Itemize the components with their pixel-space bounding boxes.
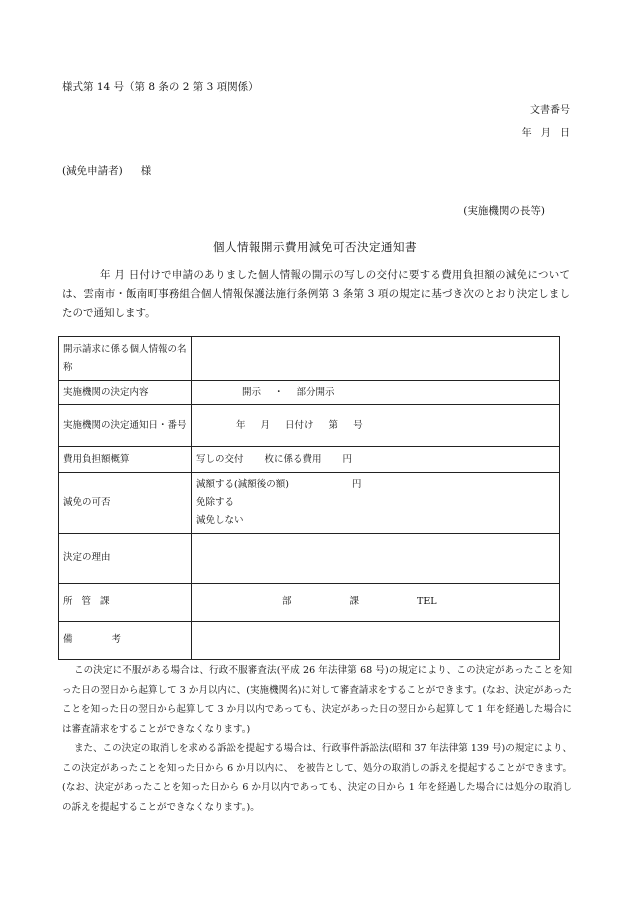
row-value-decision: 開示 ・ 部分開示 xyxy=(192,381,560,405)
intro-paragraph xyxy=(62,266,570,323)
row-label-decision: 実施機関の決定内容 xyxy=(59,381,192,405)
intro-text: 年 月 日付けで申請のありました個人情報の開示の写しの交付に要する費用負担額の減免については、雲南市・飯南町事務組合個人情報保護法施行条例第 3 条第 3 項の規定に基づき次のとおり決定しましたので通知します。 xyxy=(62,269,570,319)
table-row xyxy=(59,583,560,621)
note-lawsuit: また、この決定の取消しを求める訴訟を提起する場合は、行政事件訴訟法(昭和 37 年法律第 139 号)の規定により、この決定があったことを知った日から 6 か月以内に、 を被告として、処分の取消しの訴えを提起することができます。(なお、決定があったことを知った日から 6 か月以内であっても、決定の日から 1 年を経過した場合には処分の取消しの訴えを提起することができなくなります。)。 xyxy=(62,743,572,813)
note-review: この決定に不服がある場合は、行政不服審査法(平成 26 年法律第 68 号)の規定により、この決定があったことを知った日の翌日から起算して 3 か月以内に、(実施機関名)に対して審査請求をすることができます。(なお、決定があったことを知った日の翌日から起算して 3 か月以内であっても、決定があった日の翌日から起算して 1 年を経過した場合には審査請求をすることができなくなります。) xyxy=(62,665,572,735)
issue-date: 年 月 日 xyxy=(521,128,570,139)
row-value-notice-date: 年 月 日付け 第 号 xyxy=(192,405,560,447)
table-row xyxy=(59,473,560,533)
option-none: 減免しない xyxy=(196,514,244,526)
row-value-remarks xyxy=(192,621,560,659)
table-row xyxy=(59,533,560,583)
row-value-cost: 写しの交付 枚に係る費用 円 xyxy=(192,447,560,473)
table-row xyxy=(59,405,560,447)
option-exempt: 免除する xyxy=(196,496,235,508)
addressee-honorific: 様 xyxy=(140,165,152,177)
row-label-department: 所 管 課 xyxy=(59,583,192,621)
row-label-reason: 決定の理由 xyxy=(59,533,192,583)
option-reduce: 減額する(減額後の額) 円 xyxy=(196,478,362,490)
row-label-cost: 費用負担額概算 xyxy=(59,447,192,473)
row-value-reason xyxy=(192,533,560,583)
document-number: 文書番号 xyxy=(530,105,570,116)
row-value-info-name xyxy=(192,337,560,381)
row-label-info-name: 開示請求に係る個人情報の名称 xyxy=(59,337,192,381)
issuer: (実施機関の長等) xyxy=(463,205,545,217)
table-row xyxy=(59,621,560,659)
row-label-reduction: 減免の可否 xyxy=(59,473,192,533)
table-row xyxy=(59,337,560,381)
row-label-remarks: 備 考 xyxy=(59,621,192,659)
appeal-notes xyxy=(62,661,572,817)
table-row xyxy=(59,447,560,473)
reduction-options xyxy=(192,473,560,533)
addressee-name: (減免申請者) xyxy=(62,165,123,177)
table-row xyxy=(59,381,560,405)
decision-table xyxy=(58,336,560,660)
row-value-department: 部 課 TEL xyxy=(192,583,560,621)
addressee xyxy=(62,163,151,178)
document-title: 個人情報開示費用減免可否決定通知書 xyxy=(213,240,417,254)
form-number: 様式第 14 号（第 8 条の 2 第 3 項関係） xyxy=(62,81,259,93)
row-label-notice-date: 実施機関の決定通知日・番号 xyxy=(59,405,192,447)
